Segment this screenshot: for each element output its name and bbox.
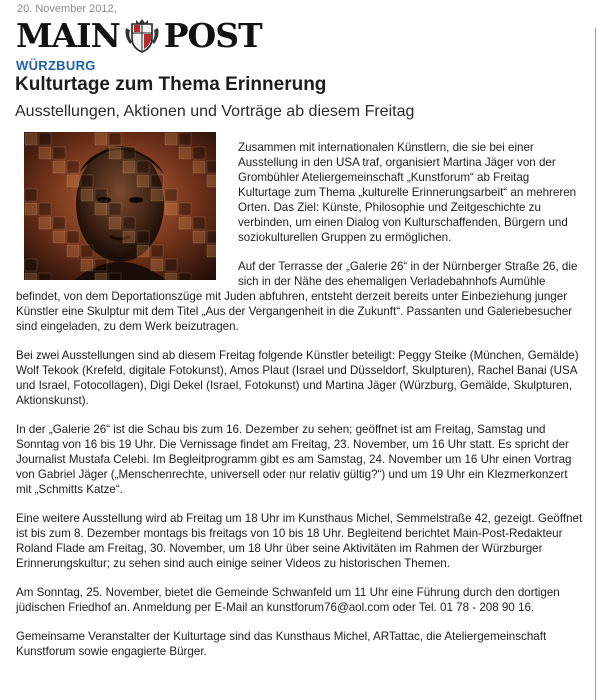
paragraph-3: Bei zwei Ausstellungen sind ab diesem Freitag folgende Künstler beteiligt: Peggy Steike (München, Gemälde) Wolf Tekook (Krefeld, digitale Fotokunst), Amos Plaut (Israel und Düsseldorf, Skulpturen), Rachel Banai (USA und Israel, Fotocollagen), Digi Dekel (Israel, Fotokunst) und Martina Jäger (Würzburg, Gemälde, Skulpturen, Aktionskunst). bbox=[16, 349, 579, 407]
page-frame-line bbox=[595, 28, 596, 700]
paragraph-5: Eine weitere Ausstellung wird ab Freitag um 18 Uhr im Kunsthaus Michel, Semmelstraße 42, gezeigt. Geöffnet ist bis zum 8. Dezember montags bis freitags von 10 bis 18 Uhr. Begleitend berichtet Main-Post-Redakteur Roland Flade am Freitag, 30. November, um 18 Uhr über seine Aktivitäten im Rahmen der Würzburger Erinnerungskultur; zu sehen sind auch einige seiner Videos zu historischen Themen. bbox=[16, 512, 583, 570]
paragraph-1: Zusammen mit internationalen Künstlern, die sie bei einer Ausstellung in den USA traf, organisiert Martina Jäger von der Grombühler Ateliergemeinschaft „Kunstforum“ ab Freitag Kulturtage zum Thema „kulturelle Erinnerungsarbeit“ an mehreren Orten. Das Ziel: Künste, Philosophie und Zeitgeschichte zu verbinden, um einen Dialog von Kulturschaffenden, Bürgern und soziokulturellen Gruppen zu ermöglichen. bbox=[238, 141, 577, 244]
edition-date: 20. November 2012, bbox=[17, 3, 117, 15]
paragraph-7: Gemeinsame Veranstalter der Kulturtage sind das Kunsthaus Michel, ARTattac, die Ateliergemeinschaft Kunstforum sowie engagierte Bürger. bbox=[16, 630, 547, 658]
mainpost-logo[interactable] bbox=[16, 16, 266, 56]
paragraph-2: Auf der Terrasse der „Galerie 26“ in der Nürnberger Straße 26, die sich in der Nähe des ehemaligen Verladebahnhofs Aumühle befindet, von dem Deportationszüge mit Juden abfuhren, entsteht derzeit bereits unter Einbeziehung junger Künstler eine Skulptur mit dem Titel „Aus der Vergangenheit in die Zukunft“. Passanten und Galeriebesucher sind eingeladen, zu dem Werk beizutragen. bbox=[16, 260, 578, 333]
paragraph-4: In der „Galerie 26“ ist die Schau bis zum 16. Dezember zu sehen; geöffnet ist am Freitag, Samstag und Sonntag von 16 bis 19 Uhr. Die Vernissage findet am Freitag, 23. November, um 16 Uhr statt. Es spricht der Journalist Mustafa Celebi. Im Begleitprogramm gibt es am Samstag, 24. November um 16 Uhr einen Vortrag von Gabriel Jäger („Menschenrechte, universell oder nur relativ gültig?“) und um 19 Uhr ein Klezmerkonzert mit „Schmitts Katze“. bbox=[16, 423, 572, 496]
paragraph-6: Am Sonntag, 25. November, bietet die Gemeinde Schwanfeld um 11 Uhr eine Führung durch den dortigen jüdischen Friedhof an. Anmeldung per E-Mail an kunstforum76@aol.com oder Tel. 01 78 - 208 90 16. bbox=[16, 586, 560, 614]
section-label[interactable]: WÜRZBURG bbox=[16, 58, 96, 73]
coat-of-arms-icon bbox=[122, 16, 162, 56]
article-headline: Kulturtage zum Thema Erinnerung bbox=[15, 74, 327, 95]
article-body bbox=[16, 140, 583, 673]
masthead bbox=[14, 2, 268, 57]
photo-spacer bbox=[16, 140, 238, 288]
article-subheadline: Ausstellungen, Aktionen und Vorträge ab diesem Freitag bbox=[15, 103, 415, 120]
logo-word-left: MAIN bbox=[16, 16, 120, 55]
logo-word-right: POST bbox=[163, 16, 262, 55]
